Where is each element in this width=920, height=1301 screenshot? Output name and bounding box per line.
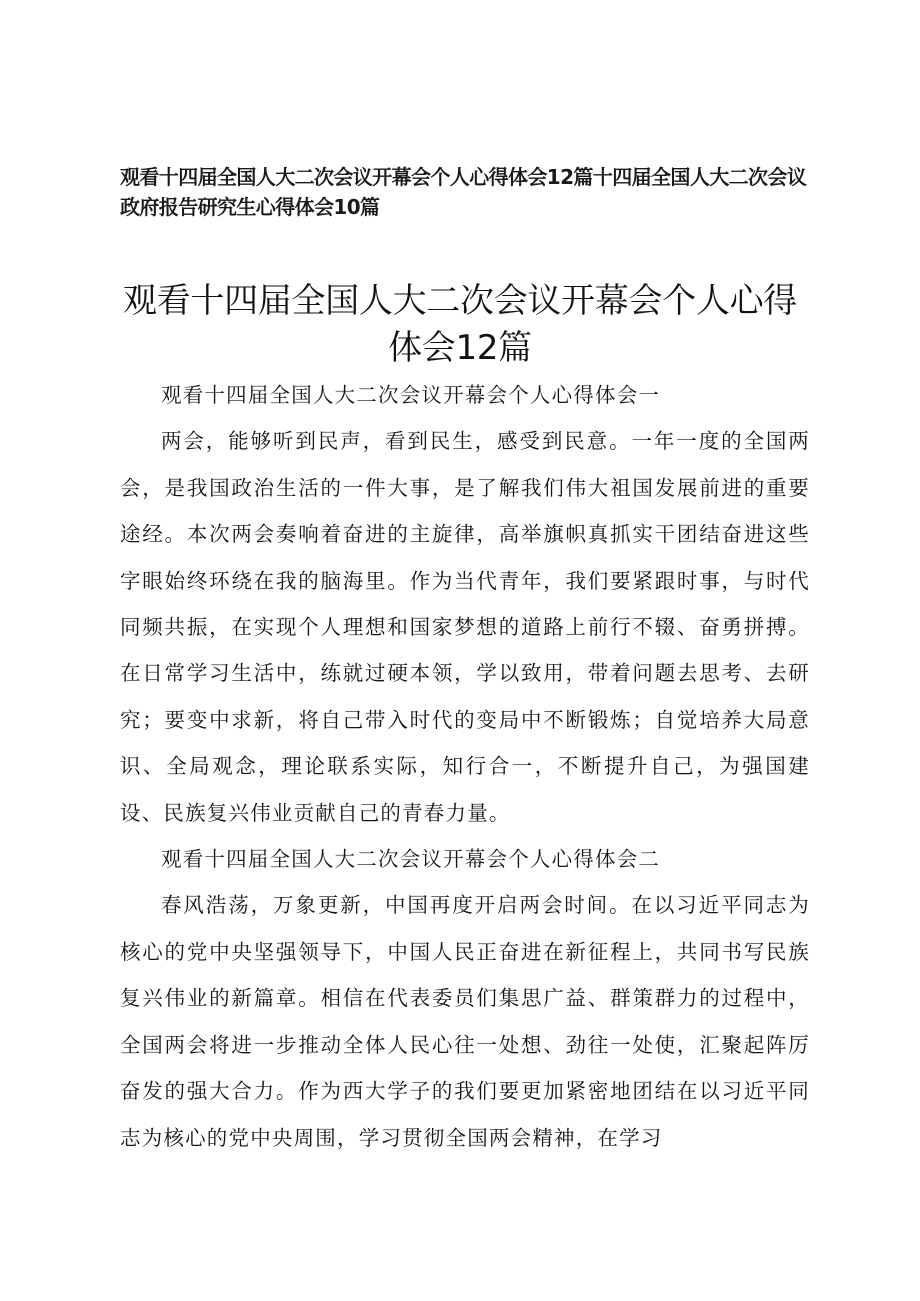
section-heading-2: 观看十四届全国人大二次会议开幕会个人心得体会二	[161, 847, 661, 872]
document-body	[120, 372, 810, 1161]
document-title: 观看十四届全国人大二次会议开幕会个人心得体会12篇	[123, 281, 797, 368]
section-paragraph-2: 春风浩荡，万象更新，中国再度开启两会时间。在以习近平同志为核心的党中央坚强领导下，中国人民正奋进在新征程上，共同书写民族复兴伟业的新篇章。相信在代表委员们集思广益、群策群力的过程中，全国两会将进一步推动全体人民心往一处想、劲往一处使，汇聚起阵厉奋发的强大合力。作为西大学子的我们要更加紧密地团结在以习近平同志为核心的党中央周围，学习贯彻全国两会精神，在学习	[120, 893, 810, 1150]
section-paragraph-1: 两会，能够听到民声，看到民生，感受到民意。一年一度的全国两会，是我国政治生活的一件大事，是了解我们伟大祖国发展前进的重要途经。本次两会奏响着奋进的主旋律，高举旗帜真抓实干团结奋进这些字眼始终环绕在我的脑海里。作为当代青年，我们要紧跟时事，与时代同频共振，在实现个人理想和国家梦想的道路上前行不辍、奋勇拼搏。在日常学习生活中，练就过硬本领，学以致用，带着问题去思考、去研究；要变中求新，将自己带入时代的变局中不断锻炼；自觉培养大局意识、全局观念，理论联系实际，知行合一，不断提升自己，为强国建设、民族复兴伟业贡献自己的青春力量。	[120, 429, 810, 825]
section-heading-1: 观看十四届全国人大二次会议开幕会个人心得体会一	[161, 383, 661, 407]
document-header: 观看十四届全国人大二次会议开幕会个人心得体会12篇十四届全国人大二次会议政府报告研究生心得体会10篇	[120, 165, 807, 219]
